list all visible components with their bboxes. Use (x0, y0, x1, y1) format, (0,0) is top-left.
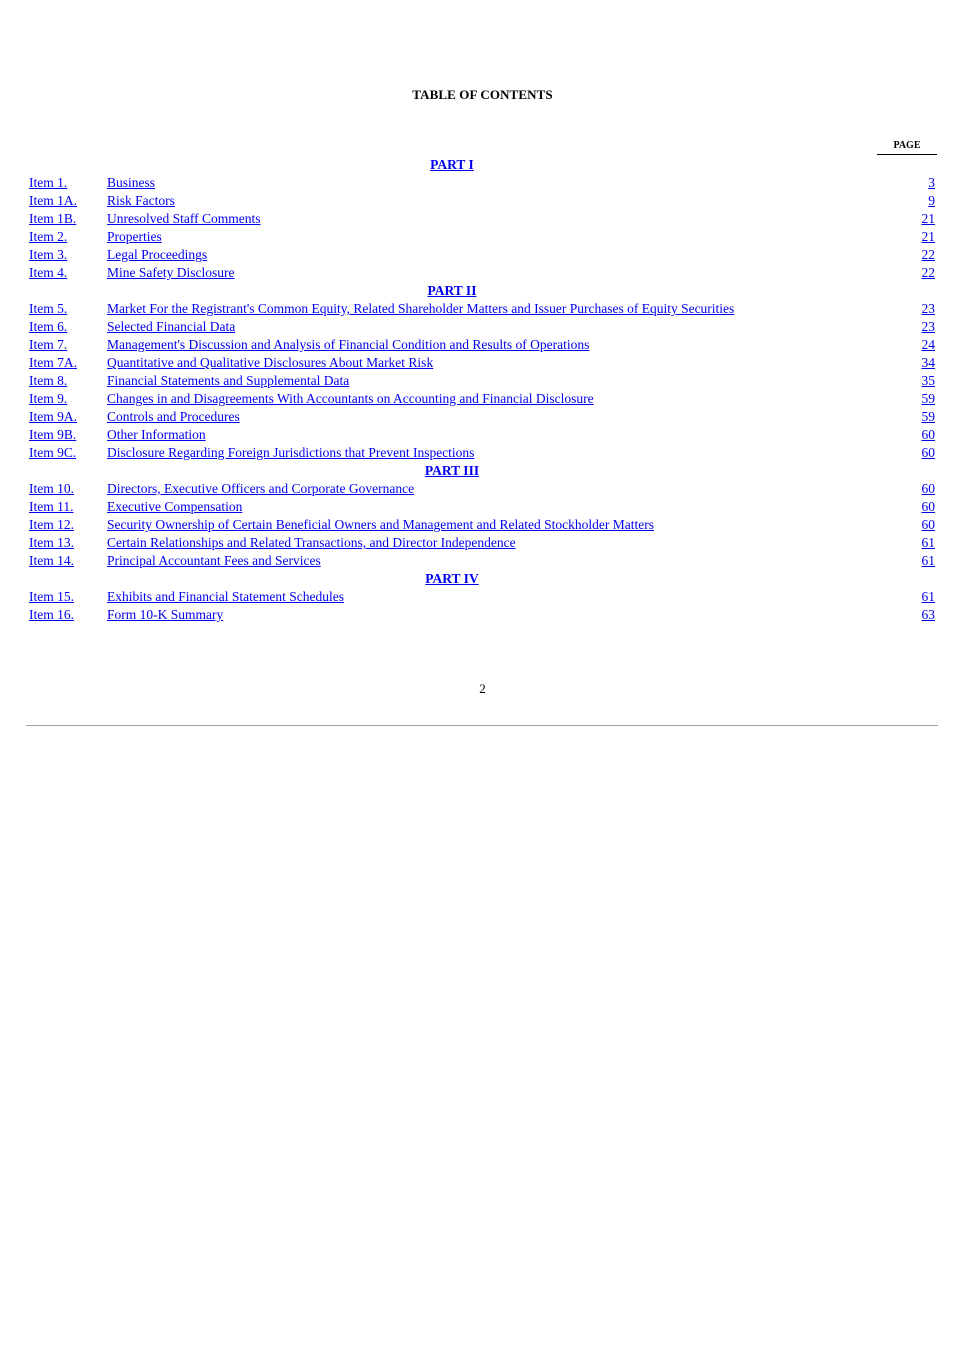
toc-item-title-link[interactable]: Risk Factors (107, 193, 175, 208)
toc-item-title-link[interactable]: Business (107, 175, 156, 190)
toc-item-row (29, 372, 937, 390)
toc-item-page-link[interactable]: 61 (921, 535, 935, 550)
toc-item-number-link[interactable]: Item 11. (29, 499, 74, 514)
toc-item-title-link[interactable]: Financial Statements and Supplemental Data (107, 373, 350, 388)
toc-item-row (29, 174, 937, 192)
toc-item-page-link[interactable]: 61 (921, 553, 935, 568)
toc-part-link[interactable]: PART II (427, 283, 477, 298)
toc-part-heading (29, 282, 937, 300)
toc-item-number-link[interactable]: Item 9C. (29, 445, 77, 460)
toc-item-row (29, 534, 937, 552)
toc-part-link[interactable]: PART IV (425, 571, 479, 586)
toc-item-number-link[interactable]: Item 2. (29, 229, 68, 244)
toc-item-title-link[interactable]: Form 10-K Summary (107, 607, 224, 622)
toc-item-number-link[interactable]: Item 16. (29, 607, 74, 622)
toc-item-title-link[interactable]: Security Ownership of Certain Beneficial Owners and Management and Related Stockholder Matters (107, 517, 654, 532)
toc-item-row (29, 606, 937, 624)
toc-item-page-link[interactable]: 60 (921, 481, 935, 496)
toc-item-title-link[interactable]: Principal Accountant Fees and Services (107, 553, 321, 568)
toc-item-page-link[interactable]: 23 (921, 301, 935, 316)
toc-item-page-link[interactable]: 22 (921, 247, 935, 262)
toc-item-page-link[interactable]: 21 (921, 211, 935, 226)
toc-item-number-link[interactable]: Item 4. (29, 265, 68, 280)
toc-item-title-link[interactable]: Properties (107, 229, 162, 244)
toc-item-title-link[interactable]: Directors, Executive Officers and Corporate Governance (107, 481, 415, 496)
toc-item-page-link[interactable]: 23 (921, 319, 935, 334)
toc-item-title-link[interactable]: Disclosure Regarding Foreign Jurisdictions that Prevent Inspections (107, 445, 475, 460)
toc-item-number-link[interactable]: Item 5. (29, 301, 68, 316)
toc-item-row (29, 444, 937, 462)
toc-item-page-link[interactable]: 9 (928, 193, 935, 208)
page-column-header: PAGE (877, 140, 937, 155)
toc-item-row (29, 408, 937, 426)
toc-part-heading (29, 570, 937, 588)
toc-item-row (29, 228, 937, 246)
toc-item-row (29, 588, 937, 606)
toc-item-page-link[interactable]: 59 (921, 409, 935, 424)
toc-item-title-link[interactable]: Market For the Registrant's Common Equity, Related Shareholder Matters and Issuer Purchases of Equity Securities (107, 301, 735, 316)
toc-item-title-link[interactable]: Unresolved Staff Comments (107, 211, 261, 226)
toc-item-row (29, 552, 937, 570)
toc-part-heading (29, 462, 937, 480)
toc-item-row (29, 498, 937, 516)
toc-item-number-link[interactable]: Item 7A. (29, 355, 77, 370)
toc-item-page-link[interactable]: 61 (921, 589, 935, 604)
toc-part-link[interactable]: PART III (424, 463, 480, 478)
toc-item-row (29, 264, 937, 282)
toc-item-number-link[interactable]: Item 15. (29, 589, 74, 604)
toc-item-page-link[interactable]: 22 (921, 265, 935, 280)
toc-item-title-link[interactable]: Management's Discussion and Analysis of Financial Condition and Results of Operations (107, 337, 590, 352)
toc-item-page-link[interactable]: 24 (921, 337, 935, 352)
toc-item-number-link[interactable]: Item 3. (29, 247, 68, 262)
toc-item-title-link[interactable]: Certain Relationships and Related Transactions, and Director Independence (107, 535, 516, 550)
toc-item-row (29, 354, 937, 372)
toc-item-row (29, 318, 937, 336)
toc-item-row (29, 246, 937, 264)
toc-item-row (29, 390, 937, 408)
toc-item-page-link[interactable]: 60 (921, 427, 935, 442)
toc-part-link[interactable]: PART I (430, 157, 474, 172)
toc-item-number-link[interactable]: Item 12. (29, 517, 74, 532)
toc-item-page-link[interactable]: 21 (921, 229, 935, 244)
toc-item-number-link[interactable]: Item 1. (29, 175, 68, 190)
page-divider (26, 725, 938, 726)
toc-item-title-link[interactable]: Selected Financial Data (107, 319, 236, 334)
toc-item-number-link[interactable]: Item 9B. (29, 427, 77, 442)
toc-item-page-link[interactable]: 3 (928, 175, 935, 190)
toc-item-page-link[interactable]: 63 (921, 607, 935, 622)
toc-item-title-link[interactable]: Legal Proceedings (107, 247, 208, 262)
toc-item-page-link[interactable]: 59 (921, 391, 935, 406)
table-of-contents (29, 156, 937, 624)
toc-item-number-link[interactable]: Item 1B. (29, 211, 77, 226)
toc-item-row (29, 516, 937, 534)
toc-item-row (29, 480, 937, 498)
toc-item-page-link[interactable]: 34 (921, 355, 935, 370)
toc-item-number-link[interactable]: Item 1A. (29, 193, 77, 208)
toc-item-page-link[interactable]: 35 (921, 373, 935, 388)
page-number: 2 (479, 681, 486, 696)
toc-item-number-link[interactable]: Item 14. (29, 553, 74, 568)
toc-part-heading (29, 156, 937, 174)
toc-item-number-link[interactable]: Item 8. (29, 373, 68, 388)
toc-item-number-link[interactable]: Item 9A. (29, 409, 77, 424)
toc-item-title-link[interactable]: Executive Compensation (107, 499, 243, 514)
page-title: TABLE OF CONTENTS (412, 87, 553, 102)
toc-item-row (29, 192, 937, 210)
toc-item-title-link[interactable]: Changes in and Disagreements With Accountants on Accounting and Financial Disclosure (107, 391, 594, 406)
toc-item-row (29, 210, 937, 228)
toc-item-number-link[interactable]: Item 9. (29, 391, 68, 406)
toc-item-title-link[interactable]: Other Information (107, 427, 206, 442)
toc-item-title-link[interactable]: Controls and Procedures (107, 409, 240, 424)
toc-item-number-link[interactable]: Item 13. (29, 535, 74, 550)
toc-item-page-link[interactable]: 60 (921, 517, 935, 532)
toc-item-title-link[interactable]: Mine Safety Disclosure (107, 265, 235, 280)
toc-item-page-link[interactable]: 60 (921, 445, 935, 460)
toc-item-row (29, 426, 937, 444)
toc-item-row (29, 300, 937, 318)
toc-item-number-link[interactable]: Item 7. (29, 337, 68, 352)
toc-item-number-link[interactable]: Item 6. (29, 319, 68, 334)
toc-item-number-link[interactable]: Item 10. (29, 481, 74, 496)
toc-item-row (29, 336, 937, 354)
toc-item-page-link[interactable]: 60 (921, 499, 935, 514)
toc-item-title-link[interactable]: Exhibits and Financial Statement Schedules (107, 589, 344, 604)
toc-item-title-link[interactable]: Quantitative and Qualitative Disclosures About Market Risk (107, 355, 434, 370)
